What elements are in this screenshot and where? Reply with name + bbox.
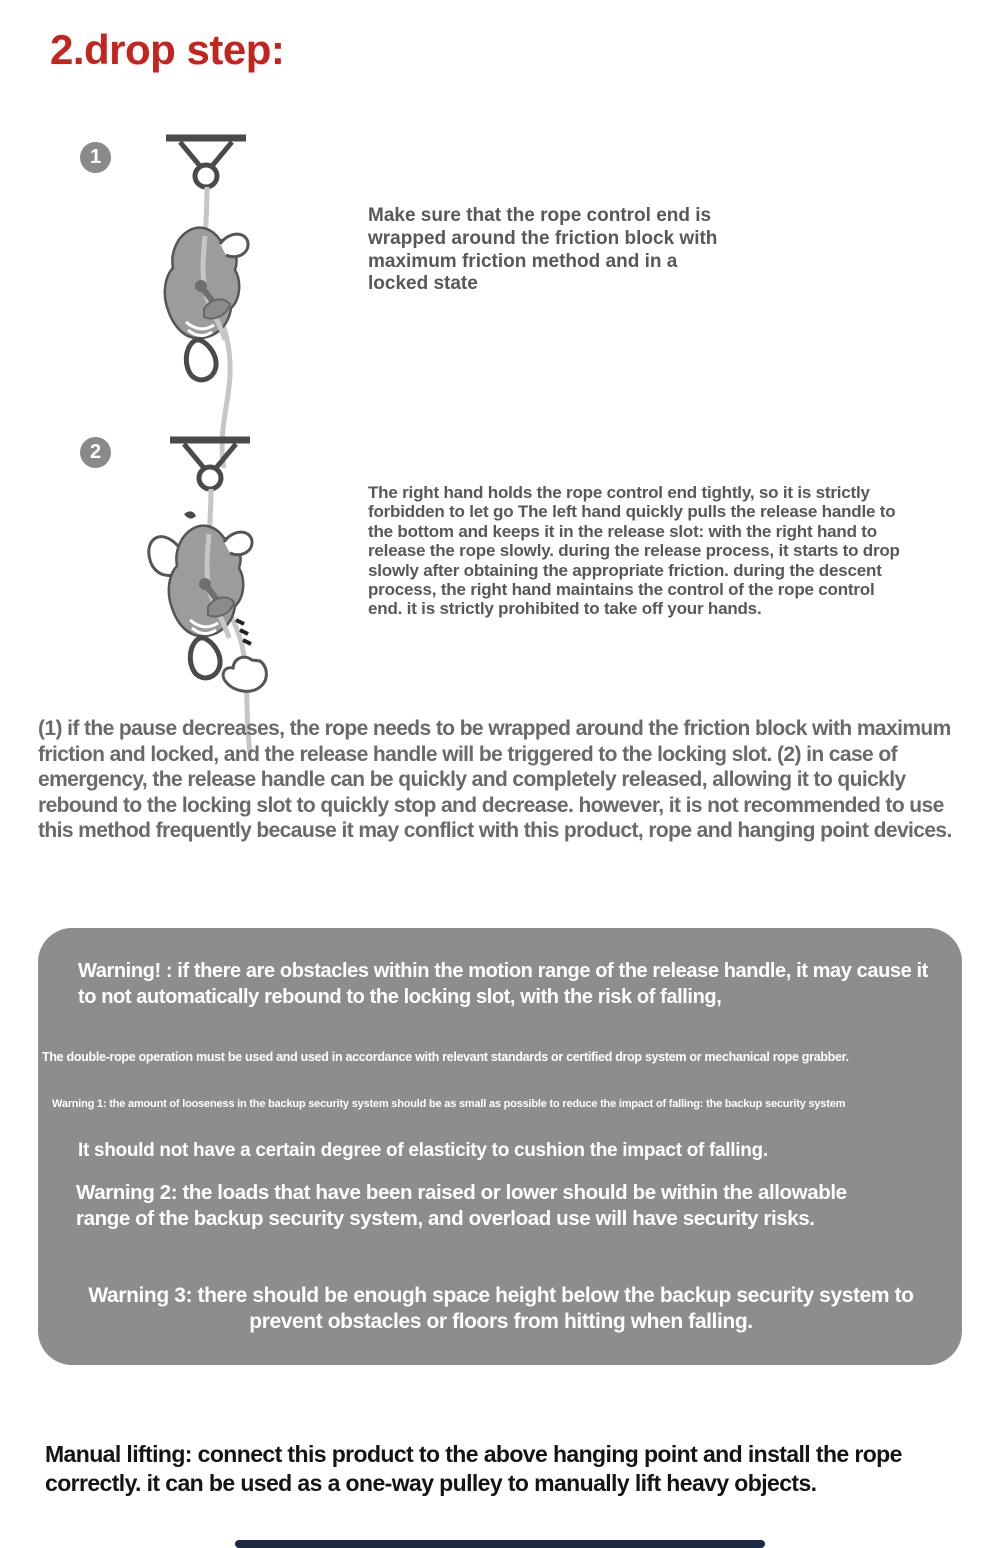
warning-box (38, 928, 962, 1365)
ceiling-anchor-icon (170, 440, 250, 489)
step-1-illustration (128, 128, 298, 468)
ceiling-anchor-icon (166, 138, 246, 187)
step-1-number-badge (80, 142, 111, 173)
warning-double-rope-note: The double-rope operation must be used and used in accordance with relevant standards or certified drop system or mechanical rope grabber. (42, 1050, 849, 1064)
descender-device-icon (165, 228, 248, 340)
manual-lifting-paragraph: Manual lifting: connect this product to the above hanging point and install the rope correctly. it can be used as a one-way pulley to manually lift heavy objects. (45, 1441, 902, 1496)
release-instructions-paragraph: (1) if the pause decreases, the rope needs to be wrapped around the friction block with maximum friction and locked, and the release handle will be triggered to the locking slot. (2) in case of emergency, the release handle can be quickly and completely released, allowing it to quickly rebound to the locking slot to quickly stop and decrease. however, it is not recommended to use this method frequently because it may conflict with this product, rope and hanging point devices. (38, 717, 952, 843)
step-2-illustration (128, 428, 328, 753)
warning-1: Warning 1: the amount of looseness in the backup security system should be as small as possible to reduce the impact of falling: the backup security system (52, 1098, 846, 1110)
step-1-caption: Make sure that the rope control end is wrapped around the friction block with maximum friction method and in a locked state (368, 205, 718, 295)
warning-elasticity-note: It should not have a certain degree of elasticity to cushion the impact of falling. (78, 1140, 768, 1161)
warning-main: Warning! : if there are obstacles within the motion range of the release handle, it may cause it to not automatically rebound to the locking slot, with the risk of falling, (78, 960, 928, 1008)
hand-icon (223, 657, 266, 691)
warning-3: Warning 3: there should be enough space height below the backup security system to prevent obstacles or floors from hitting when falling. (88, 1284, 914, 1333)
step-2-caption: The right hand holds the rope control end tightly, so it is strictly forbidden to let go The left hand quickly pulls the release handle to the bottom and keeps it in the release slot: with the right hand to release the rope slowly. during the release process, it starts to drop slowly after obtaining the appropriate friction. during the descent process, the right hand maintains the control of the rope control end. it is strictly prohibited to take off your hands. (368, 483, 900, 619)
step-2-number-badge (80, 437, 111, 468)
step-1-number: 1 (89, 146, 102, 168)
step-2-number: 2 (89, 441, 102, 463)
carabiner-icon (190, 638, 220, 678)
page-title: 2.drop step: (50, 26, 285, 73)
carabiner-icon (186, 340, 216, 380)
warning-2: Warning 2: the loads that have been raised or lower should be within the allowable range of the backup security system, and overload use will have security risks. (76, 1181, 847, 1230)
bottom-divider-bar (235, 1540, 765, 1548)
